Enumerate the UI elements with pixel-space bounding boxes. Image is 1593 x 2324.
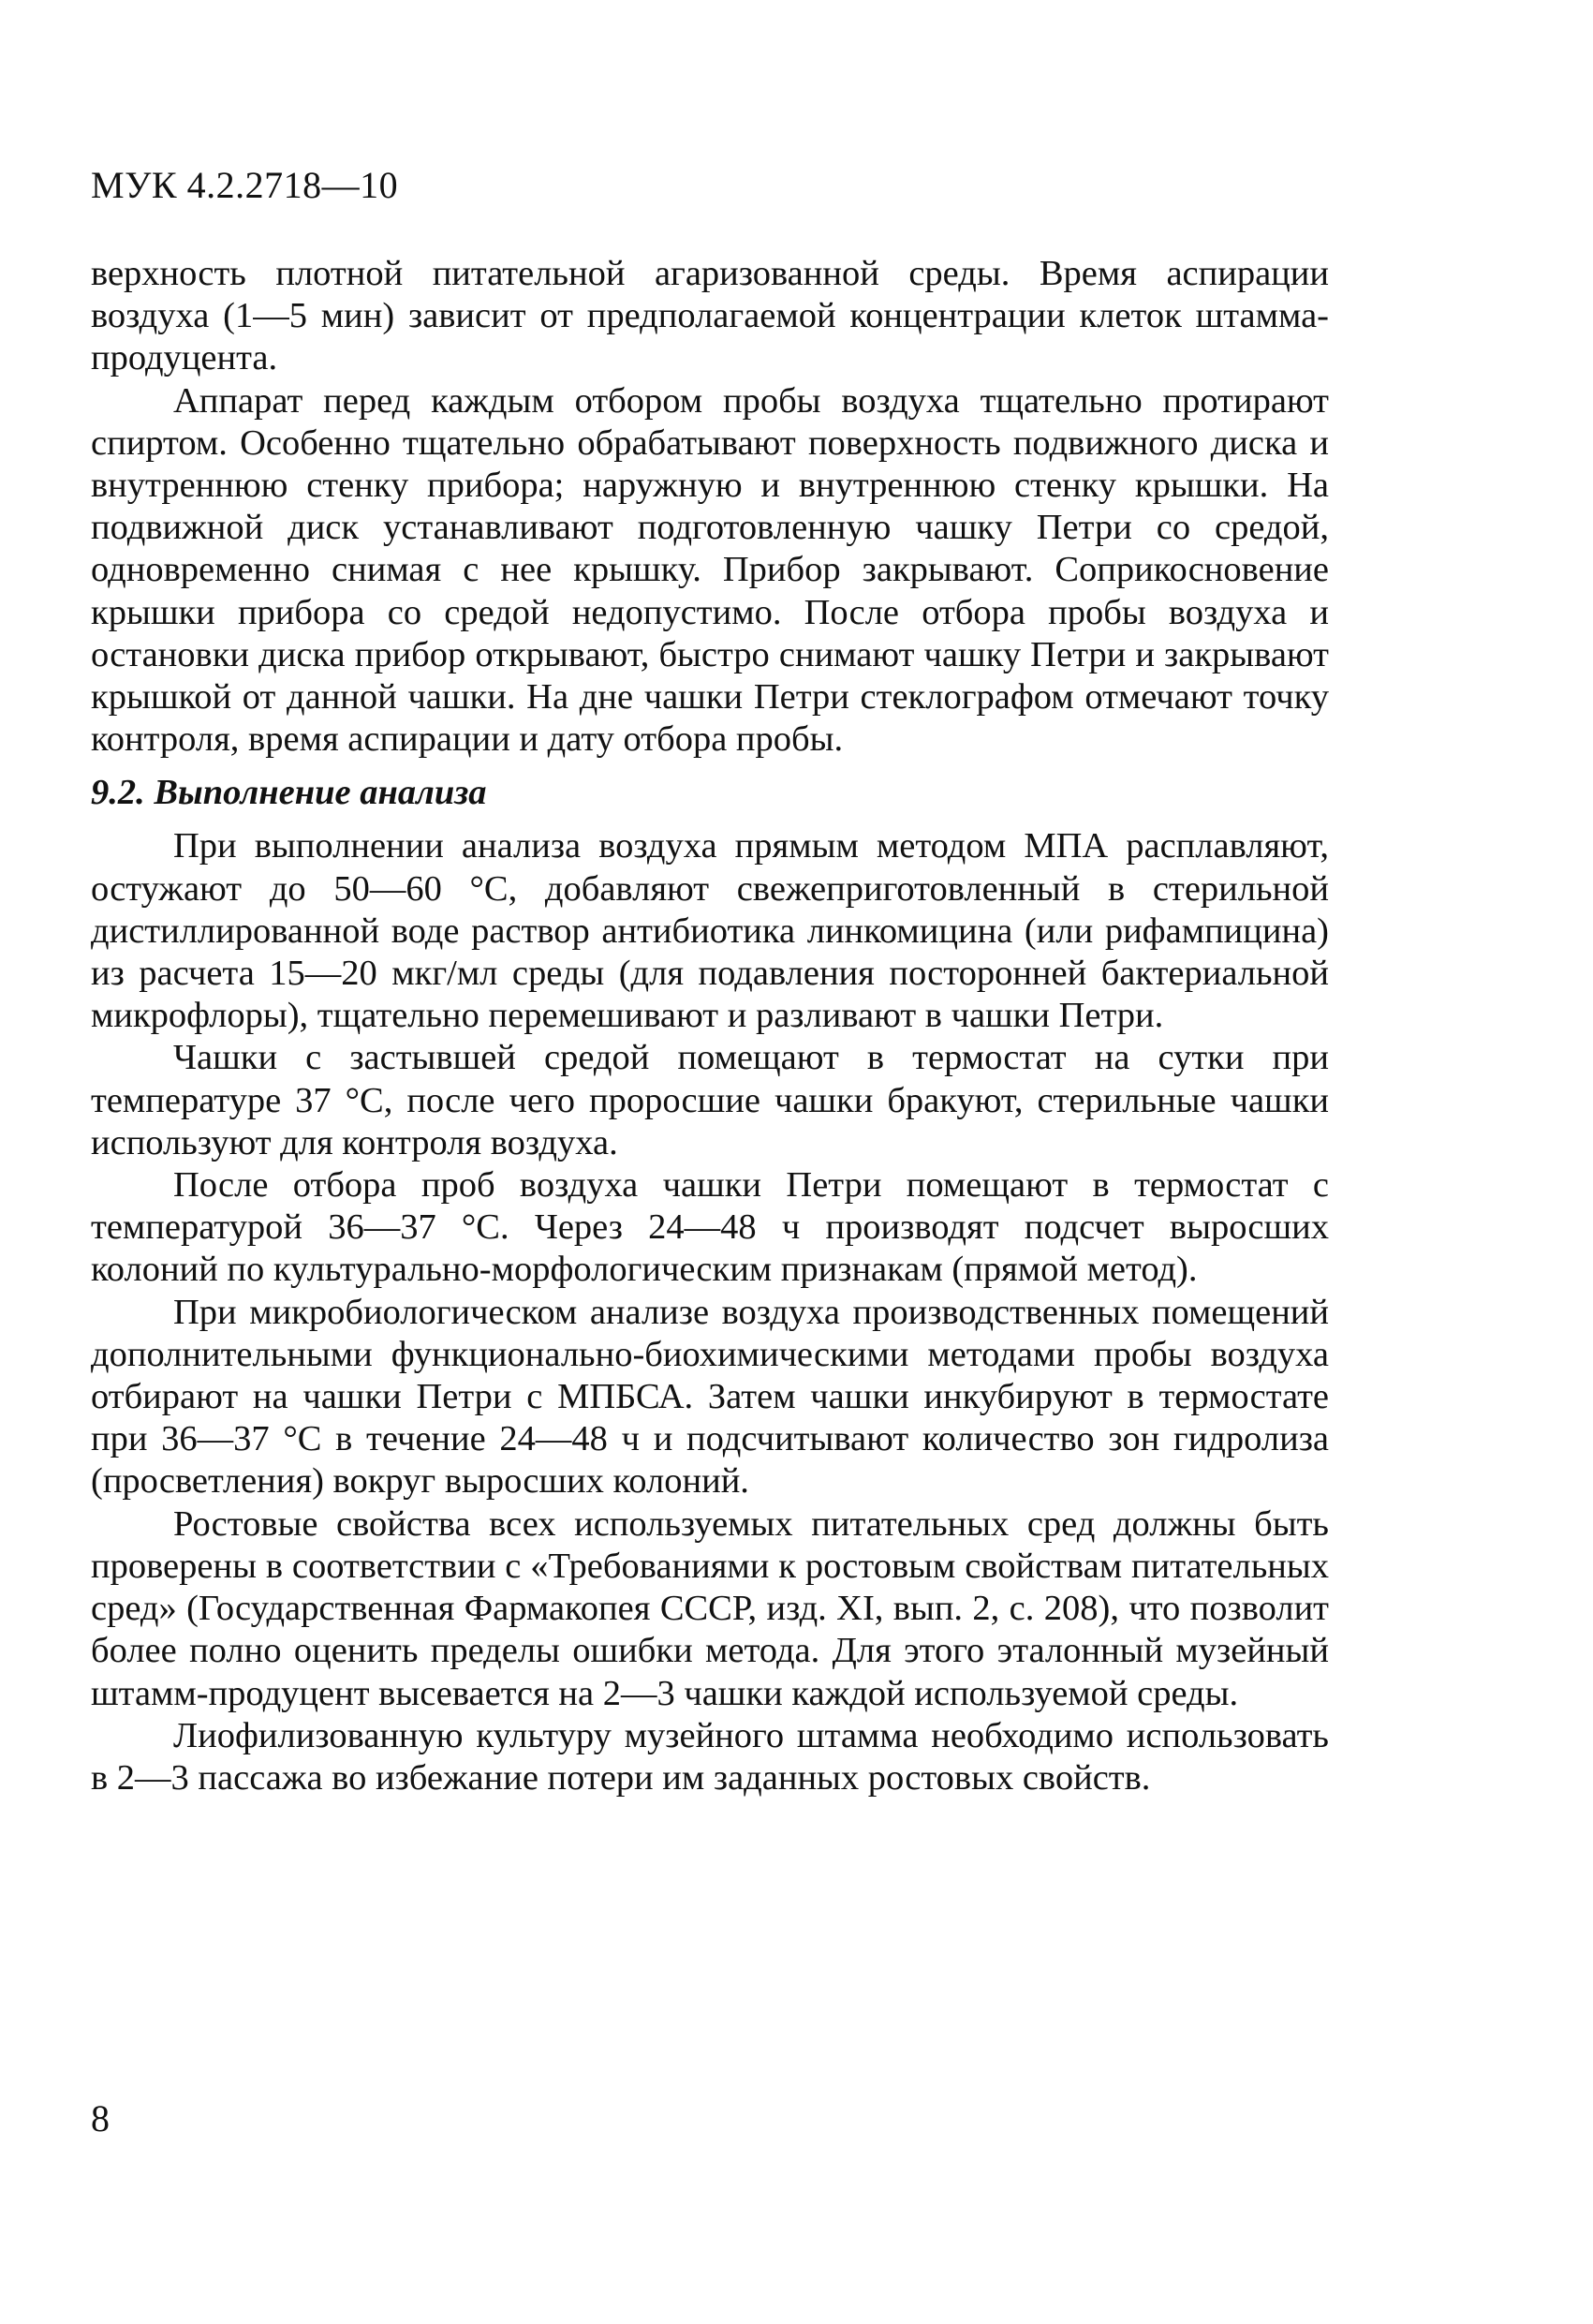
document-code-header: МУК 4.2.2718—10	[91, 164, 399, 206]
body-text	[91, 253, 1329, 1799]
paragraph-thermostat: Чашки с застывшей средой помещают в термостат на сутки при температуре 37 °С, после чего проросшие чашки бракуют, стерильные чашки используют для контроля воздуха.	[91, 1038, 1329, 1162]
paragraph-growth-properties: Ростовые свойства всех используемых питательных сред должны быть проверены в соответствии с «Требованиями к ростовым свойствам питательных сред» (Государственная Фармакопея СССР, изд. XI, вып. 2, с. 208), что позволит более полно оценить пределы ошибки метода. Для этого эталонный музейный штамм-продуцент высевается на 2—3 чашки каждой используемой среды.	[91, 1503, 1329, 1713]
paragraph-continuation: верхность плотной питательной агаризованной среды. Время аспирации воздуха (1—5 мин) зависит от предполагаемой концентрации клеток штамма-продуцента.	[91, 254, 1329, 378]
paragraph-biochemical-methods: При микробиологическом анализе воздуха производственных помещений дополнительными функционально-биохимическими методами пробы воздуха отбирают на чашки Петри с МПБСА. Затем чашки инкубируют в термостате при 36—37 °С в течение 24—48 ч и подсчитывают количество зон гидролиза (просветления) вокруг выросших колоний.	[91, 1292, 1329, 1502]
paragraph-analysis-method: При выполнении анализа воздуха прямым методом МПА расплавляют, остужают до 50—60 °С, добавляют свежеприготовленный в стерильной дистиллированной воде раствор антибиотика линкомицина (или рифампицина) из расчета 15—20 мкг/мл среды (для подавления посторонней бактериальной микрофлоры), тщательно перемешивают и разливают в чашки Петри.	[91, 826, 1329, 1036]
paragraph-apparatus: Аппарат перед каждым отбором пробы воздуха тщательно протирают спиртом. Особенно тщательно обрабатывают поверхность подвижного диска и внутреннюю стенку прибора; наружную и внутреннюю стенку крышки. На подвижной диск устанавливают подготовленную чашку Петри со средой, одновременно снимая с нее крышку. Прибор закрывают. Соприкосновение крышки прибора со средой недопустимо. После отбора пробы воздуха и остановки диска прибор открывают, быстро снимают чашку Петри и закрывают крышкой от данной чашки. На дне чашки Петри стеклографом отмечают точку контроля, время аспирации и дату отбора пробы.	[91, 380, 1329, 760]
page-number: 8	[91, 2097, 110, 2139]
paragraph-colony-count: После отбора проб воздуха чашки Петри помещают в термостат с температурой 36—37 °С. Через 24—48 ч производят подсчет выросших колоний по культурально-морфологическим признакам (прямой метод).	[91, 1165, 1329, 1290]
paragraph-lyophilized-culture: Лиофилизованную культуру музейного штамма необходимо использовать в 2—3 пассажа во избежание потери им заданных ростовых свойств.	[91, 1715, 1329, 1798]
section-heading: 9.2. Выполнение анализа	[91, 773, 487, 813]
